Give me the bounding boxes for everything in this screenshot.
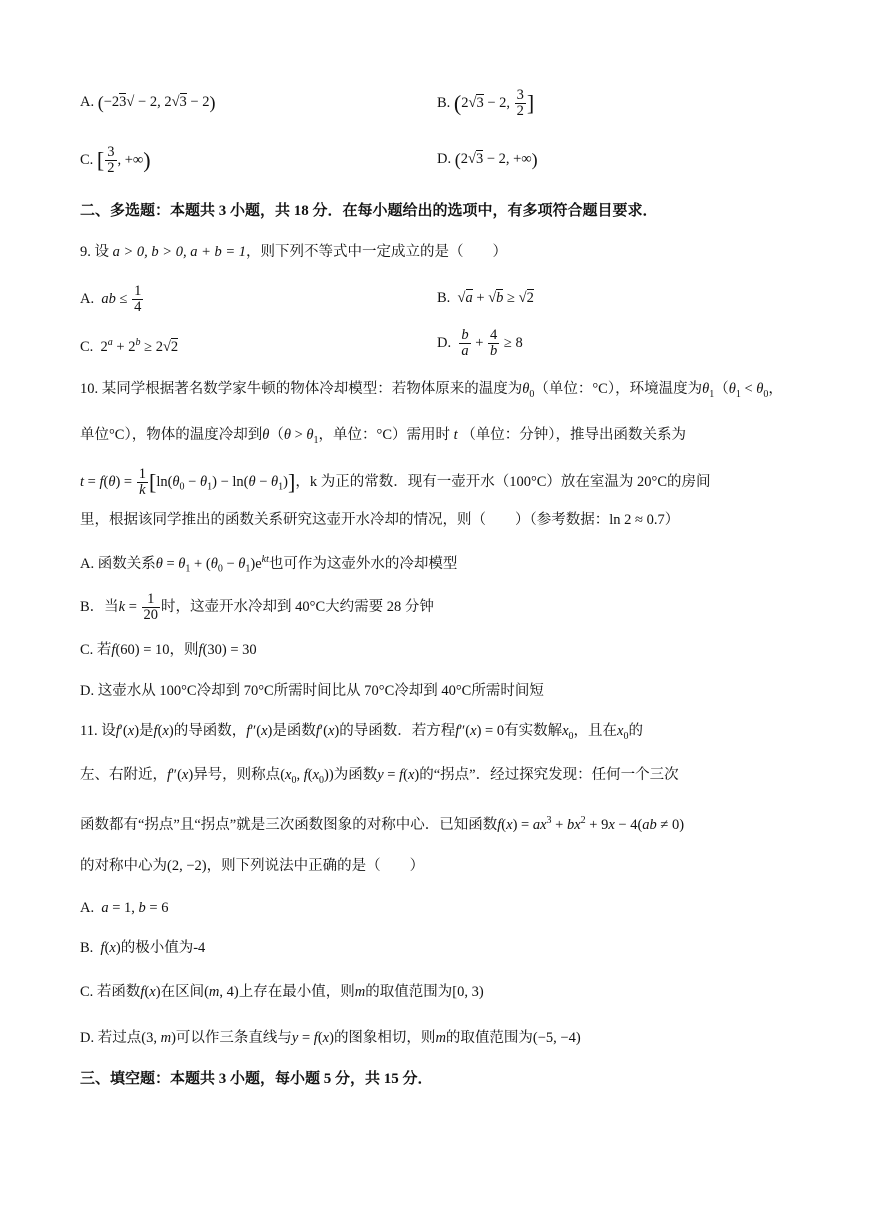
q11-option-b: B. f(x)的极小值为-4 — [80, 940, 206, 956]
q9-option-d: D. $\frac{b}{a}$ + $\frac{4}{b}$ ≥ 8 — [437, 327, 523, 359]
q8-option-c: C. [ $\frac{3}{2}$ , +∞) — [80, 144, 151, 176]
q8-option-d: D. (2√3 − 2, +∞) — [437, 149, 538, 170]
q8-option-b: B. (2√3 − 2, $\frac{3}{2}$ ] — [437, 87, 535, 119]
q11-option-c: C. 若函数f(x)在区间(m, 4)上存在最小值，则m的取值范围为[0, 3) — [80, 984, 484, 1000]
section-3-heading: 三、填空题：本题共 3 小题，每小题 5 分，共 15 分． — [80, 1071, 433, 1087]
question-11-line-1: 11. 设f′(x)是f(x)的导函数，f″(x)是函数f′(x)的导函数．若方程f″(x) = 0有实数解$x_0$，且在$x_0$的 — [80, 723, 643, 742]
q10-option-a: A. 函数关系$\theta = \theta_1 + (\theta_0 - \theta_1)e^{kt}$也可作为这壶外水的冷却模型 — [80, 554, 458, 575]
section-2-heading: 二、多选题：本题共 3 小题，共 18 分．在每小题给出的选项中，有多项符合题目要求． — [80, 203, 658, 219]
q10-option-c: C. 若f(60) = 10，则f(30) = 30 — [80, 642, 257, 658]
question-10-formula: t = f(θ) = $\frac{1}{k}$ $[\ln(\theta_0 - \theta_1) - \ln(\theta - \theta_1)]$，k 为正的常数．现有一壶开水（100°C）放在室温为 20°C的房间 — [80, 466, 711, 498]
question-10-line-4: 里，根据该同学推出的函数关系研究这壶开水冷却的情况，则（ ）（参考数据：ln 2 ≈ 0.7） — [80, 512, 680, 528]
question-10-line-2: 单位°C），物体的温度冷却到$\theta(\theta > \theta_1$，单位：°C）需用时 t （单位：分钟），推导出函数关系为 — [80, 427, 687, 446]
question-10-line-1: 10. 某同学根据著名数学家牛顿的物体冷却模型：若物体原来的温度为$\theta_0$（单位：°C），环境温度为$\theta_1(\theta_1 < \theta_0$， — [80, 381, 783, 400]
q8-option-a: A. (−23√ − 2, 2√3 − 2) — [80, 92, 216, 113]
q11-option-a: A. a = 1, b = 6 — [80, 900, 169, 916]
q9-option-a: A. ab ≤ $\frac{1}{4}$ — [80, 283, 142, 315]
q10-option-d: D. 这壶水从 100°C冷却到 70°C所需时间比从 70°C冷却到 40°C所需时间短 — [80, 683, 544, 699]
q11-option-d: D. 若过点(3, m)可以作三条直线与y = f(x)的图象相切，则m的取值范围为(−5, −4) — [80, 1030, 581, 1046]
question-11-line-4: 的对称中心为(2, −2)，则下列说法中正确的是（ ） — [80, 858, 425, 874]
question-9-stem: 9. 设 a > 0, b > 0, a + b = 1，则下列不等式中一定成立的是（ ） — [80, 244, 508, 260]
question-11-line-3: 函数都有“拐点”且“拐点”就是三次函数图象的对称中心．已知函数$f(x) = ax^3 + bx^2 + 9x - 4(ab \ne 0)$ — [80, 815, 685, 833]
option-label: A. — [80, 94, 95, 110]
q9-option-b: B. √a + √b ≥ √2 — [437, 290, 534, 306]
question-11-line-2: 左、右附近，f″(x)异号，则称点($x_0$, $f(x_0)$)为函数y = f(x)的“拐点”．经过探究发现：任何一个三次 — [80, 767, 679, 786]
q9-option-c: C. $2^a + 2^b \ge 2√2$ — [80, 337, 179, 355]
q10-option-b: B．当k = $\frac{1}{20}$ 时，这壶开水冷却到 40°C大约需要 28 分钟 — [80, 591, 434, 623]
